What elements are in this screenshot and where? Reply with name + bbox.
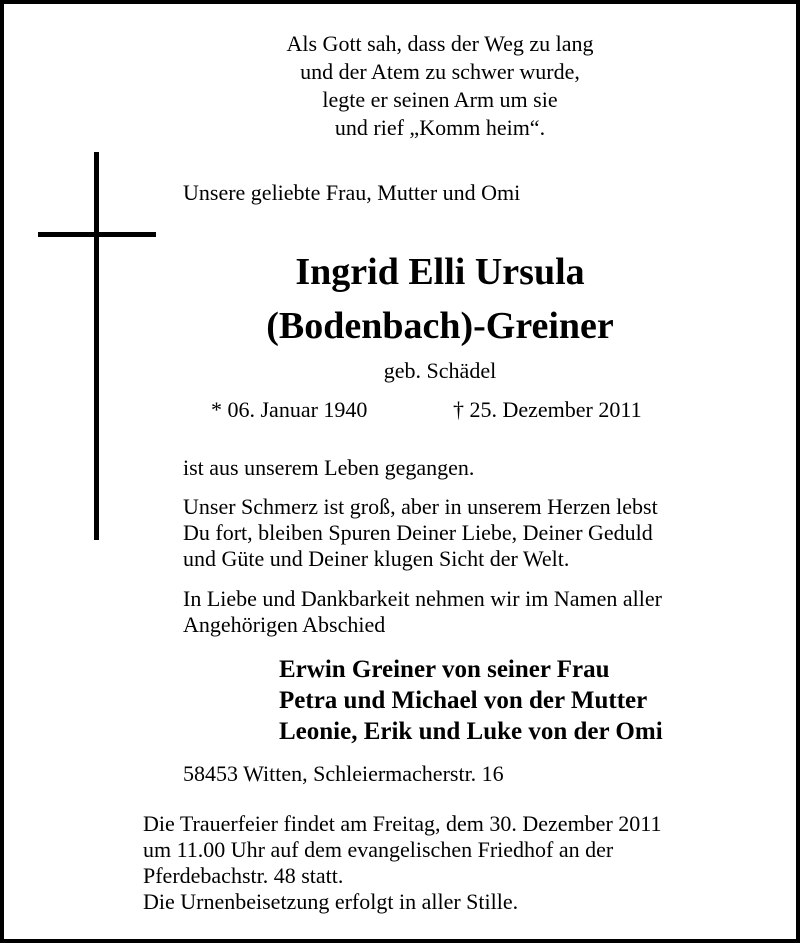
- birth-date: * 06. Januar 1940: [211, 397, 368, 422]
- poem-line: und der Atem zu schwer wurde,: [300, 59, 580, 84]
- cross-icon-bar: [38, 232, 156, 237]
- service-line: Die Trauerfeier findet am Freitag, dem 30. Dezember 2011: [143, 811, 662, 836]
- farewell-line: In Liebe und Dankbarkeit nehmen wir im Namen aller: [183, 586, 662, 611]
- mourners-list: [279, 654, 663, 747]
- deceased-name-line1: Ingrid Elli Ursula: [295, 251, 585, 293]
- poem-line: Als Gott sah, dass der Weg zu lang: [286, 31, 594, 56]
- grief-paragraph: [183, 494, 658, 572]
- mourner: Leonie, Erik und Luke von der Omi: [279, 718, 663, 745]
- death-date: † 25. Dezember 2011: [453, 397, 642, 422]
- service-line: um 11.00 Uhr auf dem evangelischen Friedhof an der: [143, 837, 614, 862]
- birth-name: geb. Schädel: [383, 358, 497, 383]
- grief-line: Du fort, bleiben Spuren Deiner Liebe, Deiner Geduld: [183, 520, 653, 545]
- poem-line: legte er seinen Arm um sie: [322, 87, 558, 112]
- deceased-name-line2: (Bodenbach)-Greiner: [266, 305, 614, 347]
- mourner: Erwin Greiner von seiner Frau: [279, 656, 610, 683]
- service-line: Die Urnenbeisetzung erfolgt in aller Stille.: [143, 889, 519, 914]
- grief-line: und Güte und Deiner klugen Sicht der Welt.: [183, 546, 570, 571]
- poem: [200, 30, 680, 142]
- service-info: [143, 811, 661, 915]
- mourner: Petra und Michael von der Mutter: [279, 687, 648, 714]
- address: 58453 Witten, Schleiermacherstr. 16: [183, 761, 504, 786]
- service-line: Pferdebachstr. 48 statt.: [143, 863, 344, 888]
- poem-line: und rief „Komm heim“.: [334, 115, 546, 140]
- intro-text: Unsere geliebte Frau, Mutter und Omi: [183, 180, 521, 205]
- departed-text: ist aus unserem Leben gegangen.: [183, 455, 475, 480]
- farewell-paragraph: [183, 586, 662, 638]
- cross-icon: [94, 152, 99, 540]
- farewell-line: Angehörigen Abschied: [183, 612, 386, 637]
- grief-line: Unser Schmerz ist groß, aber in unserem Herzen lebst: [183, 494, 658, 519]
